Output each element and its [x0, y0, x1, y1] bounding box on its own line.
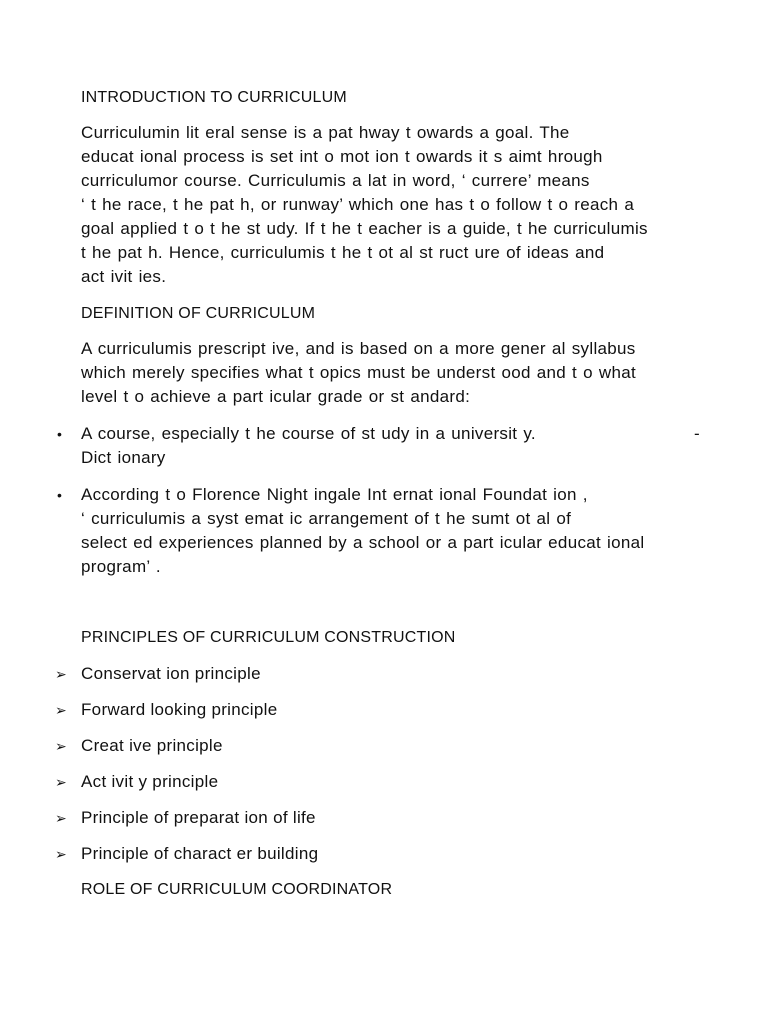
arrow-bullet-icon: ➢: [55, 846, 68, 862]
dash-mark: -: [694, 424, 700, 443]
arrow-bullet-icon: ➢: [55, 738, 68, 754]
bullet-line: ‘ curriculumis a syst emat ic arrangement of t he sumt ot al of: [81, 509, 572, 528]
role-heading: ROLE OF CURRICULUM COORDINATOR: [81, 881, 393, 898]
definition-line: which merely specifies what t opics must be underst ood and t o what: [81, 363, 636, 382]
principle-label: Act ivit y principle: [81, 772, 219, 791]
bullet-line: A course, especially t he course of st udy in a universit y.: [81, 424, 536, 443]
intro-line: t he pat h. Hence, curriculumis t he t ot al st ruct ure of ideas and: [81, 243, 605, 262]
arrow-bullet-icon: ➢: [55, 666, 68, 682]
principle-label: Principle of charact er building: [81, 844, 319, 863]
principle-list-item: [55, 698, 277, 722]
arrow-bullet-icon: ➢: [55, 810, 68, 826]
intro-paragraph: [81, 121, 721, 289]
principle-list-item: [55, 770, 218, 794]
definition-paragraph: [81, 337, 721, 409]
intro-line: ‘ t he race, t he pat h, or runway’ which one has t o follow t o reach a: [81, 195, 635, 214]
principle-list-item: [55, 662, 261, 686]
principle-label: Creat ive principle: [81, 736, 223, 755]
principle-list-item: [55, 806, 316, 830]
principle-label: Principle of preparat ion of life: [81, 808, 316, 827]
bullet-line: According t o Florence Night ingale Int ernat ional Foundat ion ,: [81, 485, 588, 504]
definition-line: level t o achieve a part icular grade or st andard:: [81, 387, 471, 406]
principle-label: Conservat ion principle: [81, 664, 261, 683]
bullet-line: select ed experiences planned by a school or a part icular educat ional: [81, 533, 645, 552]
intro-line: curriculumor course. Curriculumis a lat in word, ‘ currere’ means: [81, 171, 590, 190]
bullet-marker: •: [57, 487, 63, 503]
definition-heading: DEFINITION OF CURRICULUM: [81, 305, 316, 322]
principle-list-item: [55, 734, 223, 758]
principle-label: Forward looking principle: [81, 700, 278, 719]
intro-line: educat ional process is set int o mot ion t owards it s aimt hrough: [81, 147, 603, 166]
bullet-marker: •: [57, 426, 63, 442]
intro-heading: INTRODUCTION TO CURRICULUM: [81, 89, 347, 106]
definition-line: A curriculumis prescript ive, and is based on a more gener al syllabus: [81, 339, 636, 358]
definition-bullet-item: [57, 483, 644, 579]
bullet-line: Dict ionary: [81, 448, 166, 467]
principles-heading: PRINCIPLES OF CURRICULUM CONSTRUCTION: [81, 629, 456, 646]
principle-list-item: [55, 842, 318, 866]
intro-line: Curriculumin lit eral sense is a pat hway t owards a goal. The: [81, 123, 570, 142]
intro-line: act ivit ies.: [81, 267, 167, 286]
bullet-line: program’ .: [81, 557, 161, 576]
arrow-bullet-icon: ➢: [55, 774, 68, 790]
definition-bullet-item: [57, 422, 700, 470]
intro-line: goal applied t o t he st udy. If t he t eacher is a guide, t he curriculumis: [81, 219, 648, 238]
arrow-bullet-icon: ➢: [55, 702, 68, 718]
